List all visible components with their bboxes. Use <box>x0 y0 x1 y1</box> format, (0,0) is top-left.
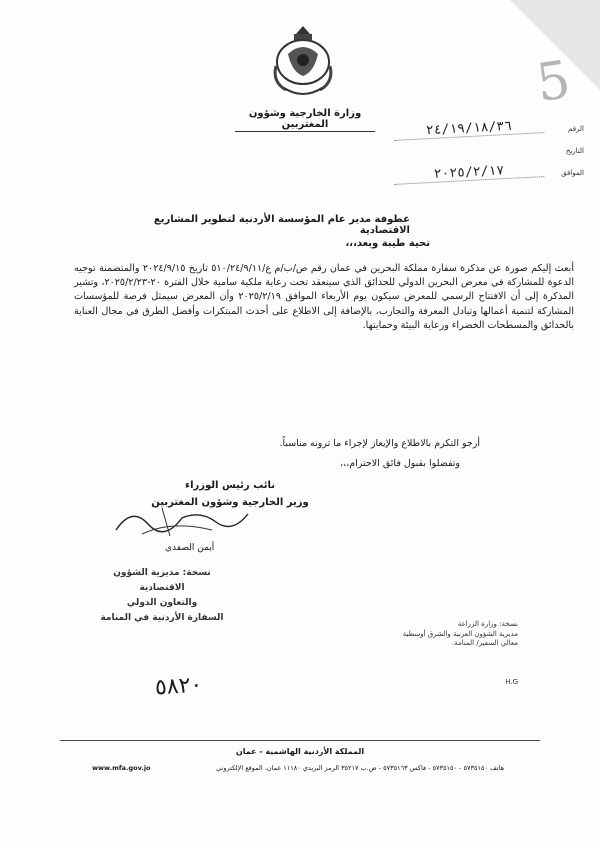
reference-date-row <box>364 140 584 162</box>
reference-date-label: التاريخ <box>565 147 584 155</box>
cc-embassy-line1: نسخة: مديرية الشؤون الاقتصادية <box>113 568 211 593</box>
reference-block <box>364 118 584 184</box>
closing-request: أرجو التكرم بالاطلاع والإيعاز لإجراء ما ترونه مناسباً. <box>279 438 480 449</box>
handwritten-number: ٥٨٢٠ <box>154 672 204 701</box>
cc-distribution-line2: مديرية الشؤون العربية والشرق أوسطية <box>402 629 518 638</box>
stamp-digit: 5 <box>532 49 575 115</box>
reference-hijri-row <box>364 162 584 184</box>
cc-embassy-line3: السفارة الأردنية في المنامة <box>100 613 224 623</box>
footer-kingdom: المملكة الأردنية الهاشمية - عمان <box>235 747 365 756</box>
typist-initials: H.G <box>505 678 518 686</box>
signatory-title-line2: وزير الخارجية وشؤون المغتربين <box>151 497 309 508</box>
reference-number-row <box>364 118 584 140</box>
handwritten-signature <box>112 500 252 540</box>
signatory-title-line1: نائب رئيس الوزراء <box>184 480 276 491</box>
footer-website-link[interactable]: www.mfa.gov.jo <box>92 764 151 772</box>
reference-hijri-value: ٢٠٢٥/٢/١٧ <box>394 161 545 185</box>
footer-contact: هاتف ٥٧٣٥١٥٠ - ٥٧٣٥١٥٠ - فاكس ٥٧٣٥١٦٣ - ص.ب ٣٥٢١٧ الرمز البريدي ١١١٨٠ عمان، الموقع الإلكتروني <box>216 764 504 772</box>
cc-distribution-block <box>368 620 518 649</box>
letter-body: أبعث إليكم صورة عن مذكرة سفارة مملكة البحرين في عمان رقم ص/ب/م ع/٥١٠/٢٤/٩/١١ تاريخ ٢٠٢٤/٩/١٥ والمتضمنة توجيه الدعوة للمشاركة في معرض البحرين الدولي للحدائق الذي سينعقد تحت رعاية ملكية سامية خلال الفترة ٢٠-٢٠٢٥/٢/٢٣، وتشير المذكرة إلى أن الافتتاح الرسمي للمعرض سيكون يوم الأربعاء الموافق ٢٠٢٥/٢/١٩ وأن المعرض سيمثل فرصة للمؤسسات المشاركة لتنمية أعمالها وتبادل المعرفة والتجارب، بالإضافة إلى الاطلاع على أحدث المبتكرات وأفضل الطرق في مجال العناية بالحدائق والمسطحات الخضراء ورعاية البيئة وحمايتها. <box>74 263 574 331</box>
cc-distribution-line3: معالي السفير/ المنامة. <box>452 639 518 647</box>
closing-regards: وتفضلوا بقبول فائق الاحترام،،، <box>340 458 460 469</box>
signatory-name: أيمن الصفدي <box>165 543 215 553</box>
ministry-name: وزارة الخارجية وشؤون المغتربين <box>235 108 375 132</box>
reference-number-label: الرقم <box>568 125 584 133</box>
coat-of-arms-emblem <box>268 22 338 102</box>
letter-greeting: تحية طيبة وبعد،،، <box>345 238 430 249</box>
footer-divider <box>60 740 540 741</box>
cc-embassy-line2: والتعاون الدولي <box>126 598 198 608</box>
reference-number-value: ٢٤/١٩/١٨/٣٦ <box>394 117 545 141</box>
cc-distribution-line1: نسخة: وزارة الزراعة <box>457 620 518 628</box>
cc-embassy-block <box>92 566 232 626</box>
letter-recipient: عطوفة مدير عام المؤسسة الأردنية لتطوير المشاريع الاقتصادية <box>153 214 410 236</box>
reference-hijri-label: الموافق <box>561 169 584 177</box>
